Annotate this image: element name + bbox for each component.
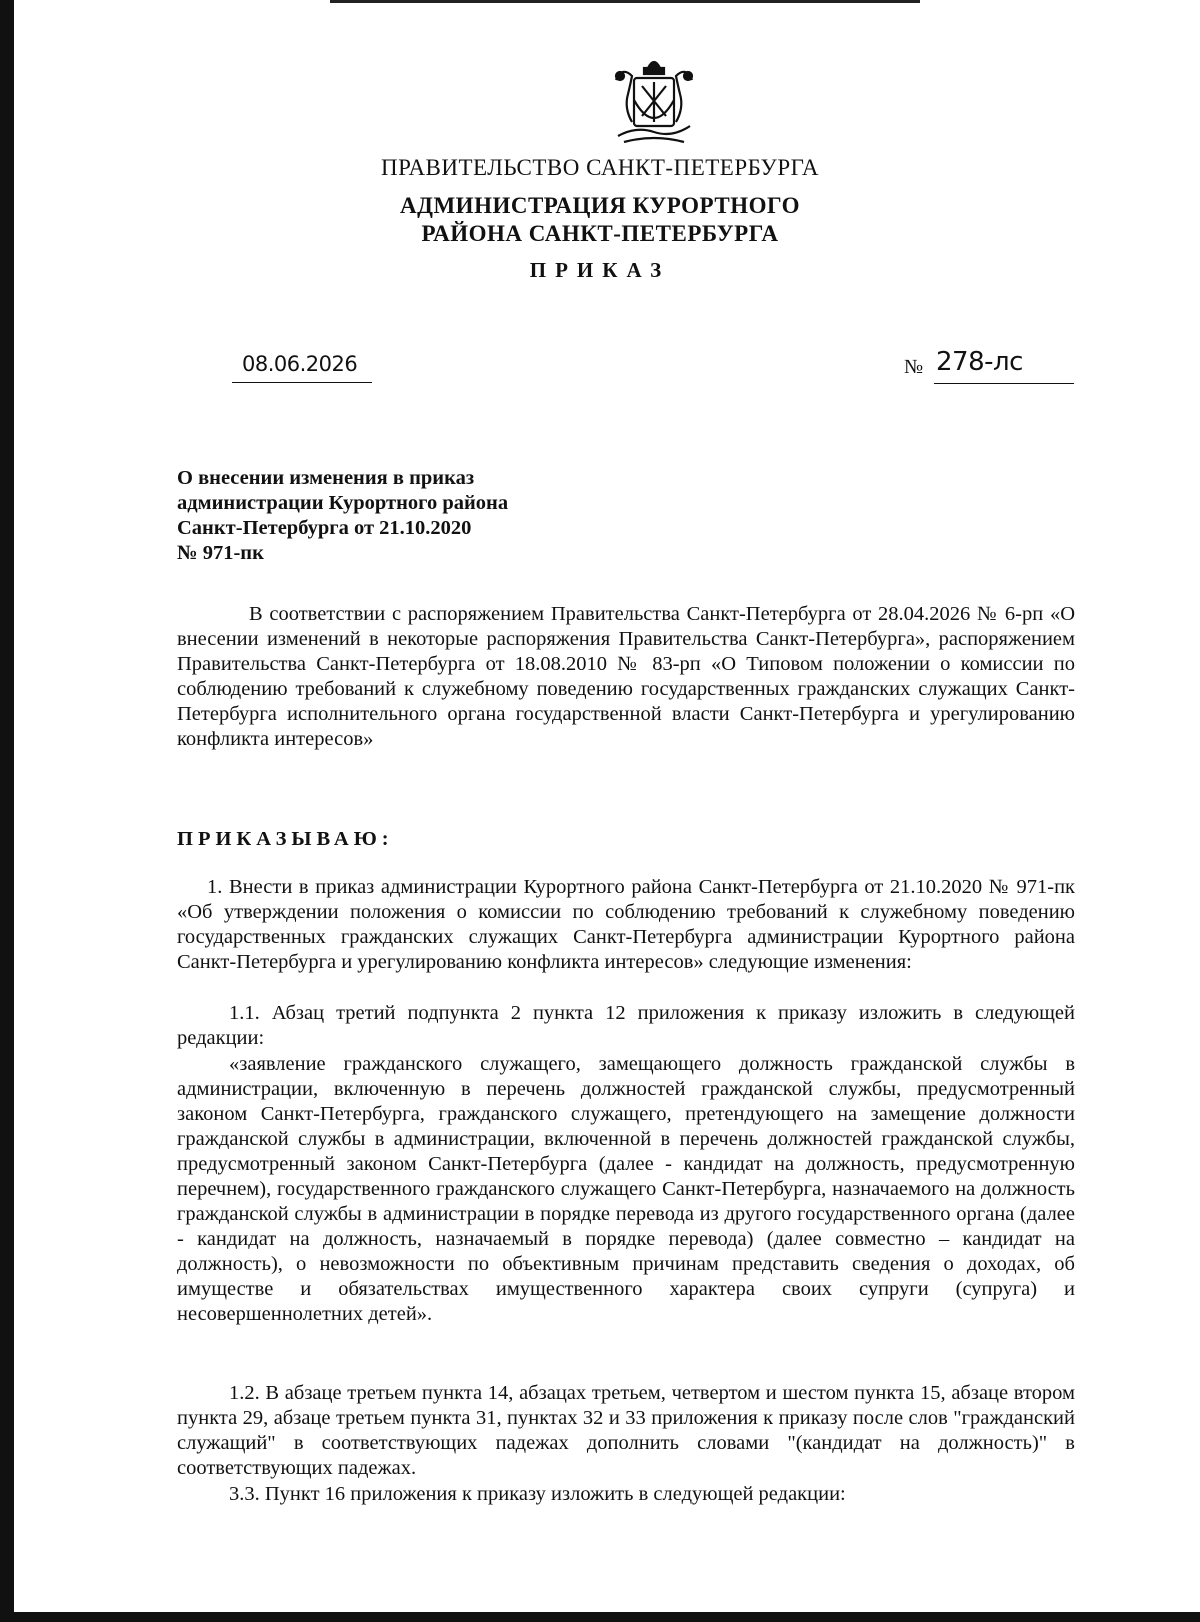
administration-title-line1: АДМИНИСТРАЦИЯ КУРОРТНОГО <box>400 193 800 218</box>
order-number: 278-лс <box>936 347 1023 377</box>
government-title: ПРАВИТЕЛЬСТВО САНКТ-ПЕТЕРБУРГА <box>380 155 820 180</box>
order-title: ПРИКАЗ <box>529 258 671 282</box>
order-number-field <box>934 343 1074 384</box>
subject-line: О внесении изменения в приказ <box>177 467 475 489</box>
order-date-field <box>232 350 372 383</box>
scan-border-bottom <box>0 1612 1200 1622</box>
item-1-2-paragraph: 1.2. В абзаце третьем пункта 14, абзацах третьем, четвертом и шестом пункта 15, абзаце втором пункта 29, абзаце третьем пункта 31, пунктах 32 и 33 приложения к приказу после слов "гражданский служащий" в соответствующих падежах дополнить словами "(кандидат на должность)" в соответствующих падежах. <box>177 1382 1075 1479</box>
subject-line: Санкт-Петербурга от 21.10.2020 <box>177 517 472 539</box>
item-3-3-paragraph: 3.3. Пункт 16 приложения к приказу изложить в следующей редакции: <box>229 1483 846 1505</box>
order-subject <box>177 466 508 566</box>
administration-title-line2: РАЙОНА САНКТ-ПЕТЕРБУРГА <box>421 221 779 246</box>
item-1-1-paragraph: 1.1. Абзац третий подпункта 2 пункта 12 приложения к приказу изложить в следующей редакции: <box>177 1002 1075 1049</box>
item-1-paragraph: 1. Внести в приказ администрации Курортного района Санкт-Петербурга от 21.10.2020 № 971-пк «Об утверждении положения о комиссии по соблюдению требований к служебному поведению государственных гражданских служащих Санкт-Петербурга администрации Курортного района Санкт-Петербурга и урегулированию конфликта интересов» следующие изменения: <box>177 876 1075 973</box>
order-date: 08.06.2026 <box>242 352 358 376</box>
decree-heading: ПРИКАЗЫВАЮ: <box>177 828 394 850</box>
scan-border-top <box>330 0 920 3</box>
saint-petersburg-coat-of-arms-icon <box>604 50 704 150</box>
subject-line: № 971-пк <box>177 542 264 564</box>
preamble-paragraph: В соответствии с распоряжением Правительства Санкт-Петербурга от 28.04.2026 № 6-рп «О внесении изменений в некоторые распоряжения Правительства Санкт-Петербурга», распоряжением Правительства Санкт-Петербурга от 18.08.2010 № 83-рп «О Типовом положении о комиссии по соблюдению требований к служебному поведению государственных гражданских служащих Санкт-Петербурга исполнительного органа государственной власти Санкт-Петербурга и урегулированию конфликта интересов» <box>177 603 1075 750</box>
order-number-label: № <box>904 356 924 378</box>
administration-title <box>0 192 1200 248</box>
subject-line: администрации Курортного района <box>177 492 509 514</box>
item-1-1-quoted-text: «заявление гражданского служащего, замещающего должность гражданской службы в администрации, включенную в перечень должностей гражданской службы, предусмотренный законом Санкт-Петербурга, гражданского служащего, претендующего на замещение должности гражданской службы в администрации, включенной в перечень должностей гражданской службы, предусмотренный законом Санкт-Петербурга (далее - кандидат на должность, предусмотренную перечнем), государственного гражданского служащего Санкт-Петербурга, назначаемого на должность гражданской службы в администрации в порядке перевода из другого государственного органа (далее - кандидат на должность, назначаемый в порядке перевода) (далее совместно – кандидат на должность), о невозможности по объективным причинам представить сведения о доходах, об имуществе и обязательствах имущественного характера своих супруги (супруга) и несовершеннолетних детей». <box>177 1053 1075 1325</box>
